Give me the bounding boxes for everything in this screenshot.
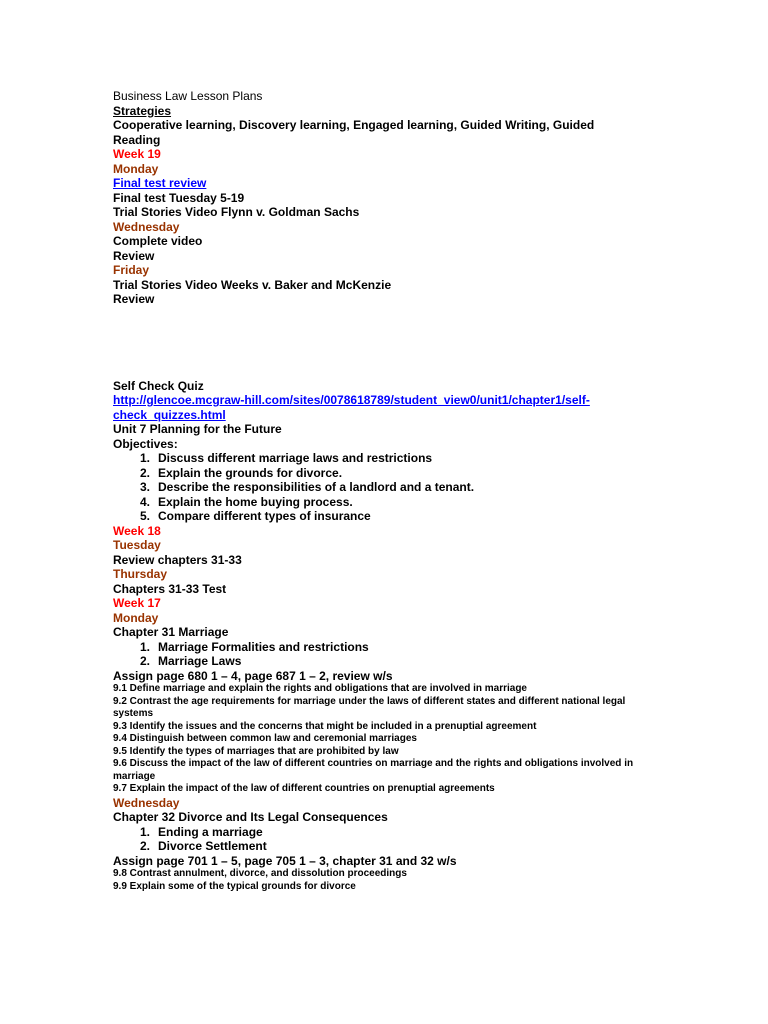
chapter-32-list: [113, 825, 653, 854]
blank-space: [113, 307, 653, 379]
week19-line: Review: [113, 248, 155, 263]
standard-item: 9.8 Contrast annulment, divorce, and dissolution proceedings: [113, 868, 407, 879]
list-item: 3. Describe the responsibilities of a landlord and a tenant.: [139, 480, 475, 494]
standard-item: 9.6 Discuss the impact of the law of different countries on marriage and the rights and obligations involved in marriage: [113, 758, 634, 782]
week-17-label: Week 17: [113, 596, 161, 610]
standard-item: 9.3 Identify the issues and the concerns that might be included in a prenuptial agreement: [113, 720, 537, 732]
week-18-label: Week 18: [113, 523, 161, 538]
week-19-label: Week 19: [113, 147, 161, 161]
self-check-url-line-1: http://glencoe.mcgraw-hill.com/sites/0078618789/student_view0/unit1/chapter1/self-: [113, 393, 590, 407]
week19-line: Trial Stories Video Weeks v. Baker and McKenzie: [113, 277, 392, 292]
chapter-31-title: Chapter 31 Marriage: [113, 625, 229, 639]
list-item: 2. Marriage Laws: [139, 654, 242, 668]
self-check-quiz-link[interactable]: [113, 393, 653, 422]
list-item: 1. Discuss different marriage laws and restrictions: [139, 451, 433, 465]
week18-line: Chapters 31-33 Test: [113, 581, 227, 596]
list-item: 4. Explain the home buying process.: [139, 494, 353, 509]
week19-wednesday-label: Wednesday: [113, 219, 180, 234]
final-test-review-link[interactable]: Final test review: [113, 176, 207, 190]
week18-line: Review chapters 31-33: [113, 552, 242, 567]
week19-line: Trial Stories Video Flynn v. Goldman Sachs: [113, 205, 360, 219]
chapter-31-list: [113, 640, 653, 669]
standard-item: 9.5 Identify the types of marriages that are prohibited by law: [113, 745, 399, 757]
standard-item: 9.7 Explain the impact of the law of different countries on prenuptial agreements: [113, 783, 495, 794]
week18-tuesday-label: Tuesday: [113, 538, 161, 552]
standard-item: 9.1 Define marriage and explain the rights and obligations that are involved in marriage: [113, 683, 527, 694]
chapter-32-title: Chapter 32 Divorce and Its Legal Consequences: [113, 810, 388, 824]
standard-item: 9.9 Explain some of the typical grounds for divorce: [113, 880, 356, 892]
strategies-heading: Strategies: [113, 103, 172, 118]
self-check-url-line-2: check_quizzes.html: [113, 407, 226, 422]
list-item: 5. Compare different types of insurance: [139, 509, 371, 523]
week19-line: Review: [113, 292, 155, 306]
week19-line: Final test Tuesday 5-19: [113, 190, 245, 205]
assignment-line: Assign page 701 1 – 5, page 705 1 – 3, chapter 31 and 32 w/s: [113, 853, 457, 868]
list-item: 2. Divorce Settlement: [139, 839, 267, 853]
week19-line: Complete video: [113, 234, 203, 248]
list-item: 1. Marriage Formalities and restrictions: [139, 639, 369, 654]
standard-item: 9.4 Distinguish between common law and ceremonial marriages: [113, 733, 417, 744]
objectives-list: [113, 451, 653, 524]
document-content: [113, 89, 653, 893]
standard-item: 9.2 Contrast the age requirements for marriage under the laws of different states and different national legal systems: [113, 695, 626, 719]
list-item: 2. Explain the grounds for divorce.: [139, 465, 343, 480]
unit-7-title: Unit 7 Planning for the Future: [113, 422, 282, 436]
week19-friday-label: Friday: [113, 263, 150, 277]
assignment-line: Assign page 680 1 – 4, page 687 1 – 2, review w/s: [113, 668, 393, 683]
list-item: 1. Ending a marriage: [139, 824, 263, 839]
week19-monday-label: Monday: [113, 161, 159, 176]
strategies-text: Cooperative learning, Discovery learning, Engaged learning, Guided Writing, Guided Reading: [113, 118, 595, 147]
week17-wednesday-label: Wednesday: [113, 795, 180, 810]
week18-thursday-label: Thursday: [113, 567, 168, 581]
week17-monday-label: Monday: [113, 610, 159, 625]
self-check-quiz-label: Self Check Quiz: [113, 378, 204, 393]
document-title: Business Law Lesson Plans: [113, 89, 263, 103]
objectives-label: Objectives:: [113, 436, 178, 451]
